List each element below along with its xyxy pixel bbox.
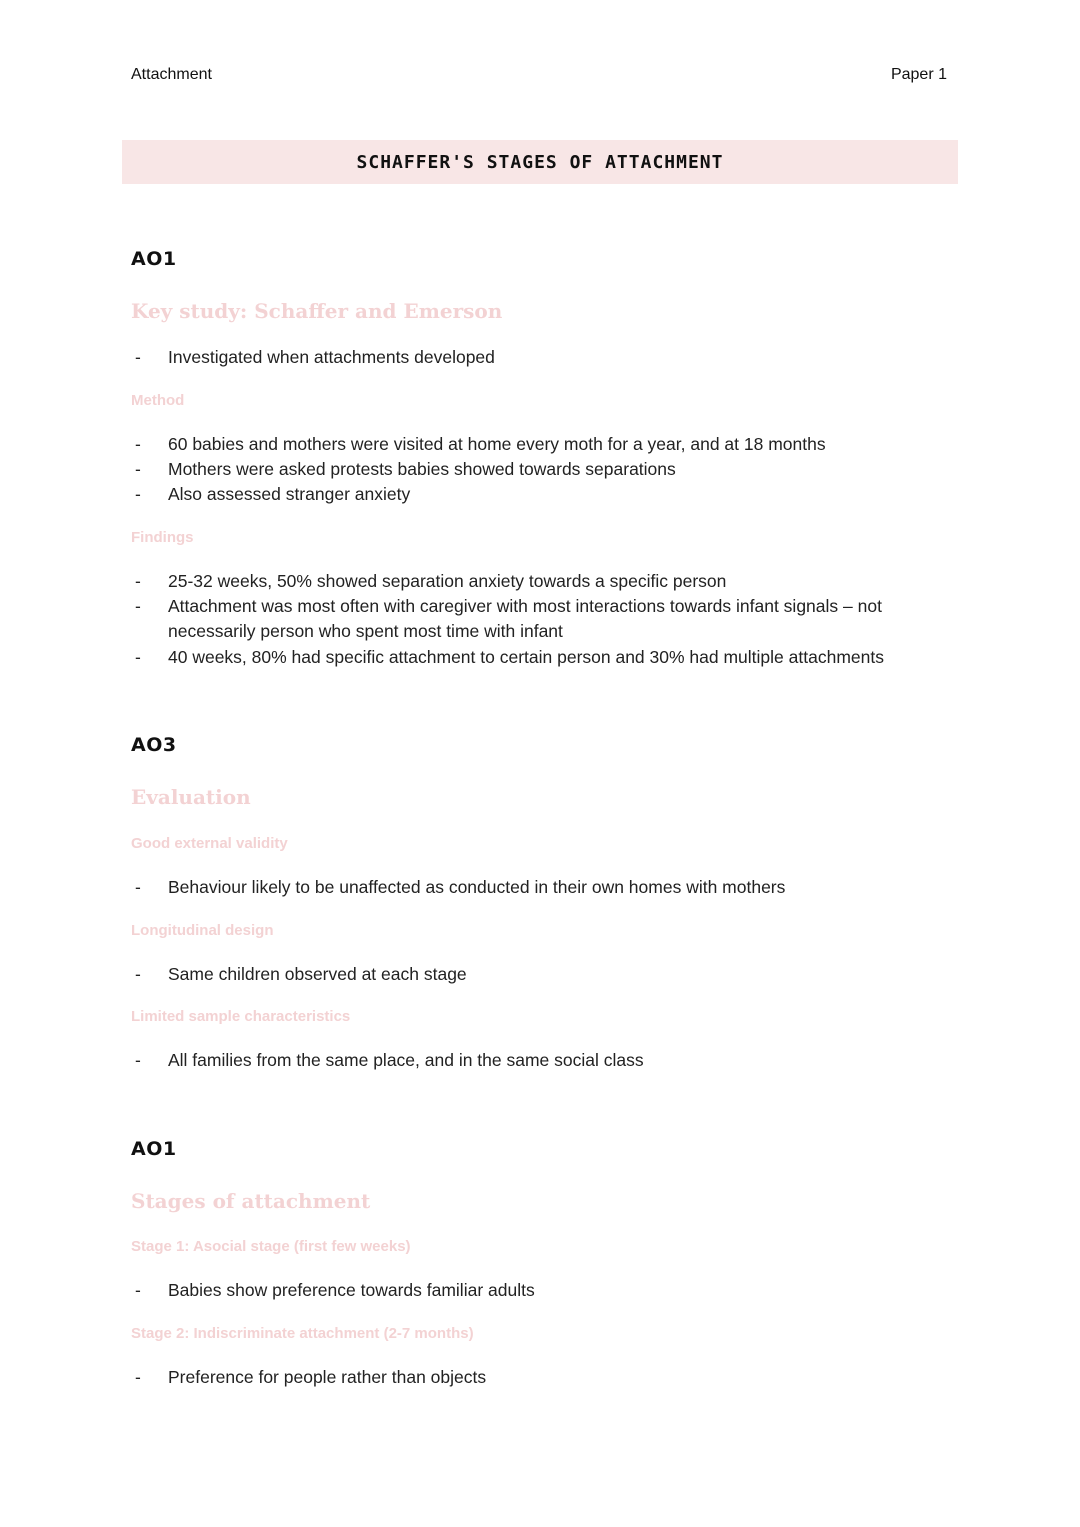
evaluation-heading: Evaluation <box>131 785 251 809</box>
header-paper: Paper 1 <box>890 66 947 83</box>
eval-point-heading: Limited sample characteristics <box>131 1008 351 1025</box>
title-band <box>122 140 958 184</box>
bullet-dash: - <box>135 1050 141 1070</box>
bullet-dash: - <box>135 877 141 897</box>
bullet-dash: - <box>135 459 141 479</box>
bullet-text: Mothers were asked protests babies showed towards separations <box>168 459 676 479</box>
bullet-text: Preference for people rather than objects <box>168 1367 487 1387</box>
key-study-heading: Key study: Schaffer and Emerson <box>131 299 503 323</box>
bullet-text: 25-32 weeks, 50% showed separation anxiety towards a specific person <box>168 571 727 591</box>
bullet-dash: - <box>135 647 141 667</box>
bullet-dash: - <box>135 571 141 591</box>
bullet-dash: - <box>135 484 141 504</box>
bullet-text: Same children observed at each stage <box>168 964 467 984</box>
stages-heading: Stages of attachment <box>131 1189 371 1213</box>
bullet-text: All families from the same place, and in the same social class <box>168 1050 644 1070</box>
eval-point-heading: Good external validity <box>131 835 288 852</box>
bullet-dash: - <box>135 347 141 367</box>
header-subject: Attachment <box>131 66 212 83</box>
ao3-label: AO3 <box>131 734 177 756</box>
bullet-dash: - <box>135 964 141 984</box>
bullet-text: Behaviour likely to be unaffected as conducted in their own homes with mothers <box>168 877 786 897</box>
findings-heading: Findings <box>131 529 194 546</box>
stage-heading: Stage 2: Indiscriminate attachment (2-7 months) <box>131 1325 474 1342</box>
eval-point-heading: Longitudinal design <box>131 922 274 939</box>
bullet-text: Attachment was most often with caregiver with most interactions towards infant signals – not necessarily person who spent most time with infant <box>168 596 882 641</box>
bullet-text: 40 weeks, 80% had specific attachment to certain person and 30% had multiple attachments <box>168 647 884 667</box>
bullet-text: Investigated when attachments developed <box>168 347 495 367</box>
ao1-label: AO1 <box>131 248 177 270</box>
stage-heading: Stage 1: Asocial stage (first few weeks) <box>131 1238 411 1255</box>
method-heading: Method <box>131 392 185 409</box>
page-title: SCHAFFER'S STAGES OF ATTACHMENT <box>356 151 724 173</box>
bullet-dash: - <box>135 596 141 616</box>
bullet-text: Also assessed stranger anxiety <box>168 484 411 504</box>
list-item <box>131 594 911 644</box>
bullet-dash: - <box>135 434 141 454</box>
bullet-text: 60 babies and mothers were visited at home every moth for a year, and at 18 months <box>168 434 826 454</box>
ao1-label: AO1 <box>131 1138 177 1160</box>
bullet-dash: - <box>135 1280 141 1300</box>
bullet-text: Babies show preference towards familiar adults <box>168 1280 535 1300</box>
bullet-dash: - <box>135 1367 141 1387</box>
